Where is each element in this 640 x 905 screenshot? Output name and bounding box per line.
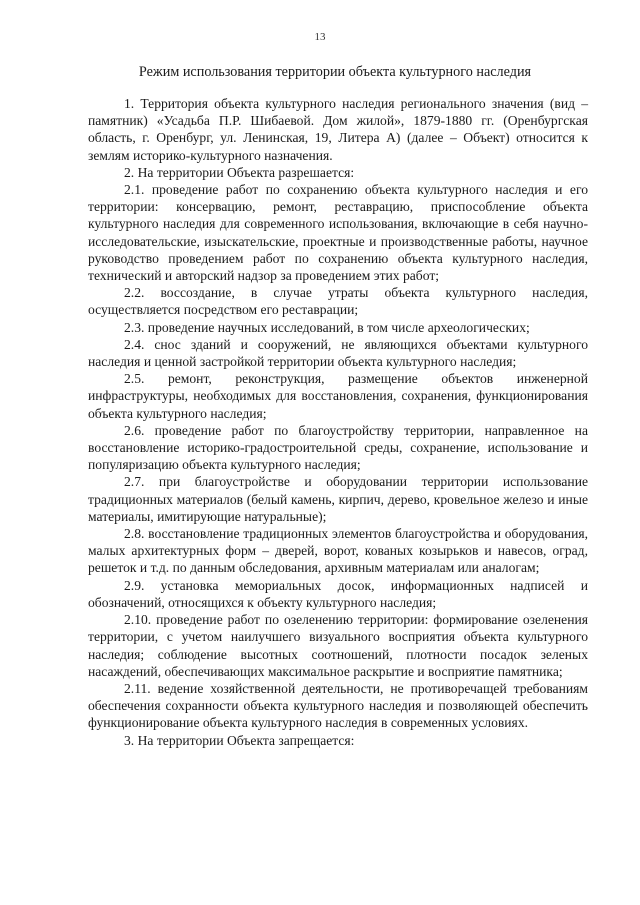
paragraph-2-4: 2.4. снос зданий и сооружений, не являющихся объектами культурного наследия и ценной застройкой территории объекта культурного наследия; [88,336,588,370]
document-title: Режим использования территории объекта культурного наследия [138,64,532,80]
paragraph-2-10: 2.10. проведение работ по озеленению территории: формирование озеленения территории, с учетом наилучшего визуального восприятия объекта культурного наследия; соблюдение высотных соотношений, плотности посадок зеленых насаждений, обеспечивающих максимальное раскрытие и восприятие памятника; [88,612,588,679]
paragraph-1: 1. Территория объекта культурного наследия регионального значения (вид – памятник) «Усадьба П.Р. Шибаевой. Дом жилой», 1879-1880 гг. (Оренбургская область, г. Оренбург, ул. Ленинская, 19, Литера А) (далее – Объект) относится к землям историко-культурного назначения. [88,96,588,163]
paragraph-2-1: 2.1. проведение работ по сохранению объекта культурного наследия и его территории: консервацию, ремонт, реставрацию, приспособление объекта культурного наследия для современного использования, включающие в себя научно-исследовательские, изыскательские, проектные и производственные работы, научное руководство проведением работ по сохранению объекта культурного наследия, технический и авторский надзор за проведением этих работ; [88,182,588,284]
paragraph-2: 2. На территории Объекта разрешается: [124,164,355,180]
paragraph-2-6: 2.6. проведение работ по благоустройству территории, направленное на восстановление историко-градостроительной среды, сохранение, использование и популяризацию объекта культурного наследия; [88,422,588,473]
paragraph-2-3: 2.3. проведение научных исследований, в том числе археологических; [124,319,530,335]
paragraph-2-7: 2.7. при благоустройстве и оборудовании территории использование традиционных материалов (белый камень, кирпич, дерево, кровельное железо и иные материалы, имитирующие натуральные); [88,474,588,524]
paragraph-2-9: 2.9. установка мемориальных досок, информационных надписей и обозначений, относящихся к объекту культурного наследия; [88,577,588,610]
paragraph-2-5: 2.5. ремонт, реконструкция, размещение объектов инженерной инфраструктуры, необходимых для восстановления, сохранения, функционирования объекта культурного наследия; [88,371,588,421]
paragraph-3: 3. На территории Объекта запрещается: [124,732,355,748]
paragraph-2-11: 2.11. ведение хозяйственной деятельности, не противоречащей требованиям обеспечения сохранности объекта культурного наследия и позволяющей обеспечить функционирование объекта культурного наследия в современных условиях. [88,680,588,731]
page-number: 13 [314,31,326,43]
paragraph-2-8: 2.8. восстановление традиционных элементов благоустройства и оборудования, малых архитектурных форм – дверей, ворот, кованых козырьков и навесов, оград, решеток и т.д. по данным обследования, архивным материалам или аналогам; [88,526,588,576]
paragraph-2-2: 2.2. воссоздание, в случае утраты объекта культурного наследия, осуществляется посредством его реставрации; [88,285,588,318]
document-body [88,95,588,749]
